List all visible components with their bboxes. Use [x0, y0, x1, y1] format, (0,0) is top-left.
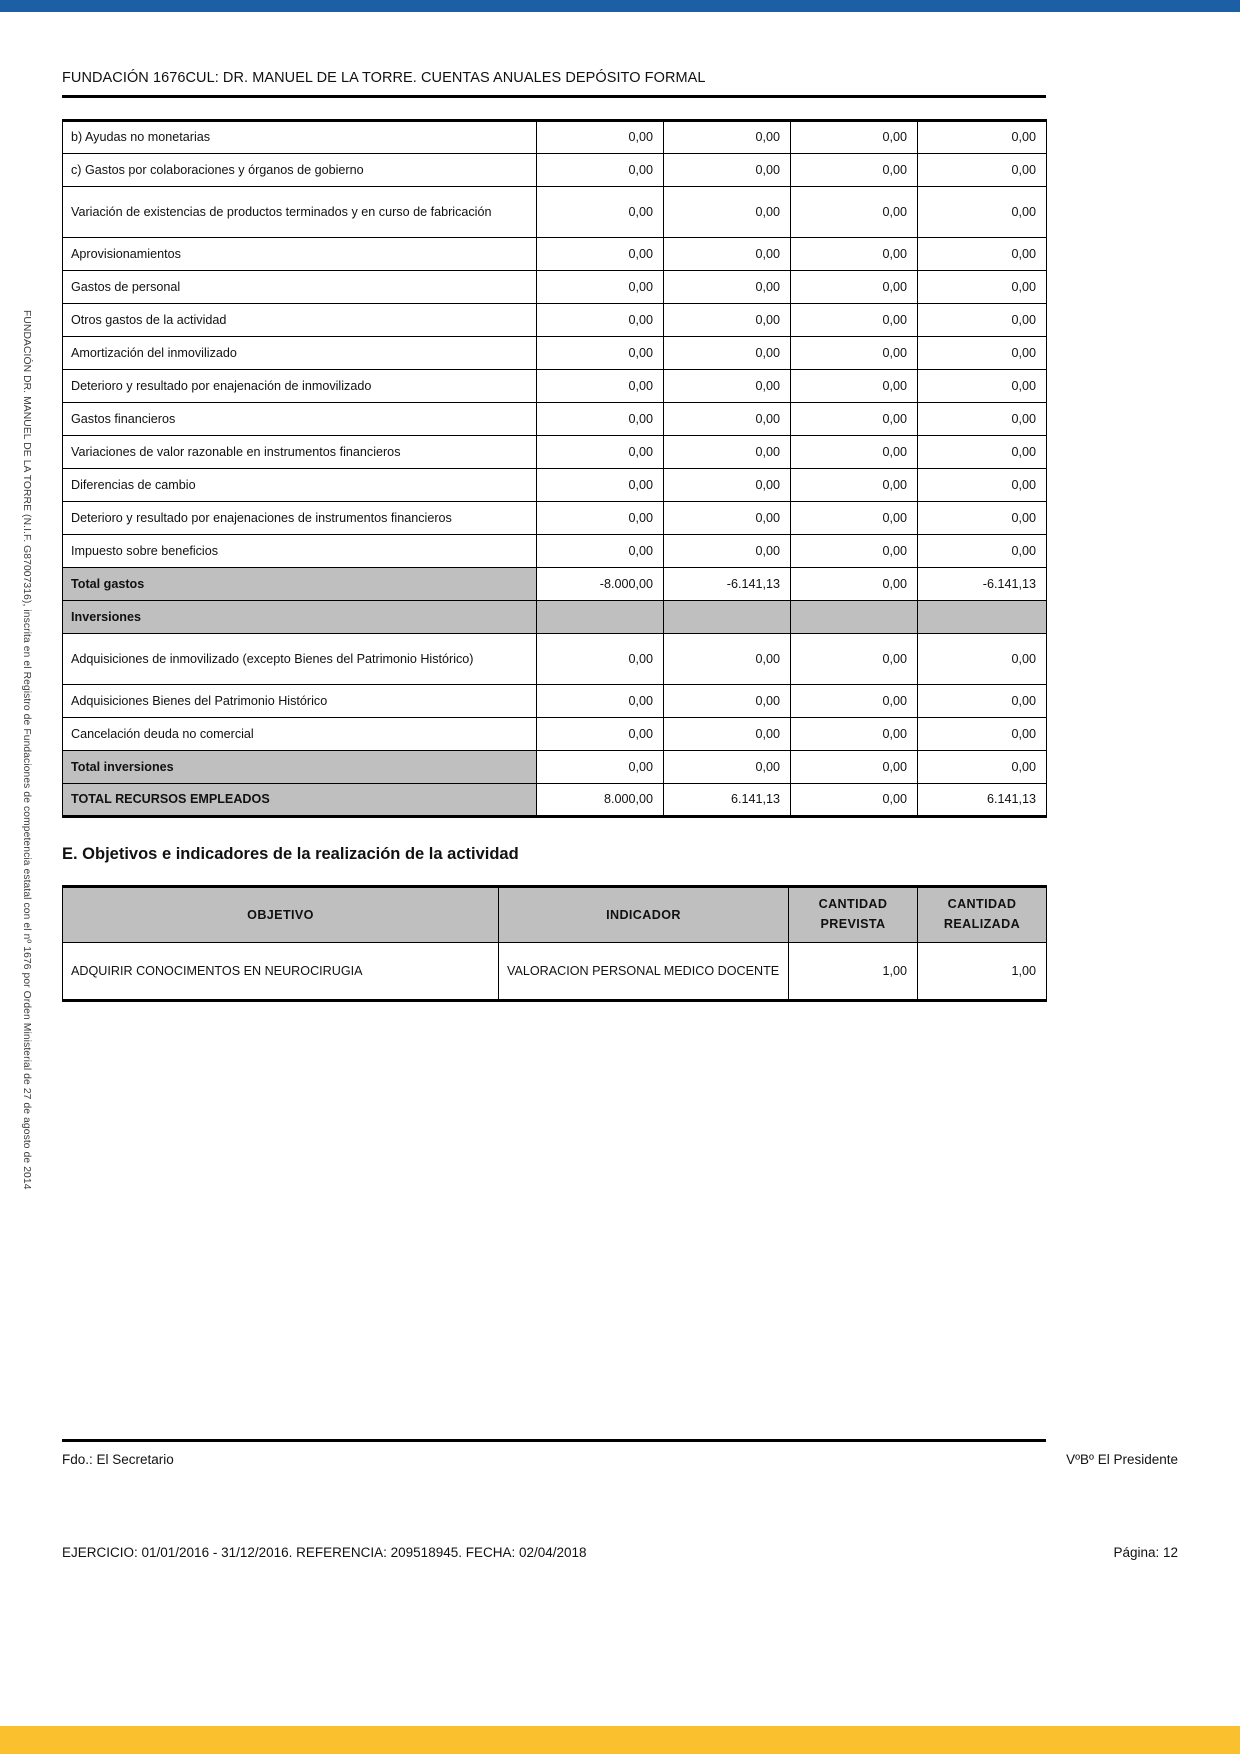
row-value: 0,00 — [791, 337, 918, 370]
row-value: 0,00 — [537, 370, 664, 403]
row-value: 0,00 — [918, 337, 1047, 370]
row-value: 0,00 — [791, 502, 918, 535]
row-label: Aprovisionamientos — [63, 238, 537, 271]
row-value: 0,00 — [537, 238, 664, 271]
row-value: 0,00 — [791, 154, 918, 187]
row-value: 0,00 — [537, 436, 664, 469]
row-value: 0,00 — [791, 718, 918, 751]
row-value: 0,00 — [664, 751, 791, 784]
header-cantidad-prevista-line2: PREVISTA — [820, 917, 886, 931]
row-value: 0,00 — [664, 154, 791, 187]
table-row — [63, 271, 1047, 304]
top-accent-bar — [0, 0, 1240, 12]
row-value: 0,00 — [918, 304, 1047, 337]
cell-indicador: VALORACION PERSONAL MEDICO DOCENTE — [499, 943, 789, 1001]
row-value: 0,00 — [918, 370, 1047, 403]
header-objetivo: OBJETIVO — [63, 887, 499, 943]
table-row — [63, 304, 1047, 337]
footer-page-number: Página: 12 — [1113, 1545, 1178, 1560]
row-label: Total gastos — [63, 568, 537, 601]
row-label: Deterioro y resultado por enajenaciones de instrumentos financieros — [63, 502, 537, 535]
row-label: Adquisiciones de inmovilizado (excepto Bienes del Patrimonio Histórico) — [63, 634, 537, 685]
signature-secretary: Fdo.: El Secretario — [62, 1452, 174, 1467]
bottom-accent-bar — [0, 1726, 1240, 1754]
table-row — [63, 568, 1047, 601]
row-label: Diferencias de cambio — [63, 469, 537, 502]
table-row — [63, 685, 1047, 718]
row-value: 0,00 — [537, 535, 664, 568]
table-row — [63, 469, 1047, 502]
table-row — [63, 121, 1047, 154]
table-row — [63, 187, 1047, 238]
row-value: 0,00 — [664, 535, 791, 568]
row-label: b) Ayudas no monetarias — [63, 121, 537, 154]
row-value: 0,00 — [537, 337, 664, 370]
table-row — [63, 601, 1047, 634]
objectives-header-row — [63, 887, 1047, 943]
cell-objetivo: ADQUIRIR CONOCIMENTOS EN NEUROCIRUGIA — [63, 943, 499, 1001]
row-label: Otros gastos de la actividad — [63, 304, 537, 337]
row-value: 0,00 — [791, 436, 918, 469]
row-value: 0,00 — [918, 718, 1047, 751]
row-value: 0,00 — [791, 469, 918, 502]
table-row — [63, 943, 1047, 1001]
signature-president: VºBº El Presidente — [1066, 1452, 1178, 1467]
row-value: 0,00 — [537, 634, 664, 685]
resources-table — [62, 119, 1047, 818]
row-label: Variaciones de valor razonable en instrumentos financieros — [63, 436, 537, 469]
table-row — [63, 718, 1047, 751]
row-value: 0,00 — [664, 187, 791, 238]
row-value: 0,00 — [791, 403, 918, 436]
row-value — [918, 601, 1047, 634]
header-cantidad-realizada — [918, 887, 1047, 943]
header-indicador: INDICADOR — [499, 887, 789, 943]
row-value: 0,00 — [537, 271, 664, 304]
row-value: 0,00 — [537, 121, 664, 154]
table-row — [63, 403, 1047, 436]
table-row — [63, 751, 1047, 784]
cell-cantidad-prevista: 1,00 — [789, 943, 918, 1001]
table-row — [63, 370, 1047, 403]
row-value: 0,00 — [918, 469, 1047, 502]
row-value: 0,00 — [664, 502, 791, 535]
section-e-heading: E. Objetivos e indicadores de la realización de la actividad — [62, 845, 519, 863]
header-cantidad-realizada-line1: CANTIDAD — [947, 897, 1017, 912]
row-value: 6.141,13 — [918, 784, 1047, 817]
row-value: -6.141,13 — [664, 568, 791, 601]
row-value: 0,00 — [791, 568, 918, 601]
table-row — [63, 337, 1047, 370]
row-value: 0,00 — [791, 685, 918, 718]
row-value: 0,00 — [664, 718, 791, 751]
row-value: 0,00 — [918, 187, 1047, 238]
row-label: Total inversiones — [63, 751, 537, 784]
table-row — [63, 784, 1047, 817]
row-value: 0,00 — [537, 187, 664, 238]
row-value: 0,00 — [664, 337, 791, 370]
table-row — [63, 634, 1047, 685]
table-row — [63, 535, 1047, 568]
row-value: 0,00 — [664, 403, 791, 436]
row-value: 0,00 — [537, 751, 664, 784]
title-divider — [62, 95, 1046, 98]
row-value: 0,00 — [791, 634, 918, 685]
row-label: Cancelación deuda no comercial — [63, 718, 537, 751]
row-value: 0,00 — [664, 436, 791, 469]
objectives-table-body — [63, 943, 1047, 1001]
row-value — [791, 601, 918, 634]
row-value: 0,00 — [791, 121, 918, 154]
row-value: 0,00 — [791, 751, 918, 784]
row-value: 0,00 — [664, 469, 791, 502]
footer-exercise-info: EJERCICIO: 01/01/2016 - 31/12/2016. REFERENCIA: 209518945. FECHA: 02/04/2018 — [62, 1545, 587, 1560]
header-cantidad-prevista — [789, 887, 918, 943]
row-value: 0,00 — [537, 502, 664, 535]
row-value: -8.000,00 — [537, 568, 664, 601]
row-label: Deterioro y resultado por enajenación de inmovilizado — [63, 370, 537, 403]
row-value: 0,00 — [918, 436, 1047, 469]
row-value: 0,00 — [537, 469, 664, 502]
row-value: 0,00 — [918, 685, 1047, 718]
table-row — [63, 436, 1047, 469]
table-row — [63, 238, 1047, 271]
row-label: Inversiones — [63, 601, 537, 634]
row-value: 0,00 — [918, 238, 1047, 271]
footer-divider — [62, 1439, 1046, 1442]
table-row — [63, 502, 1047, 535]
row-value: 0,00 — [537, 685, 664, 718]
row-value: 0,00 — [918, 502, 1047, 535]
row-label: Gastos de personal — [63, 271, 537, 304]
row-value: 0,00 — [918, 403, 1047, 436]
row-value: -6.141,13 — [918, 568, 1047, 601]
row-label: Amortización del inmovilizado — [63, 337, 537, 370]
row-value: 0,00 — [791, 784, 918, 817]
row-value: 0,00 — [918, 271, 1047, 304]
row-value: 0,00 — [918, 121, 1047, 154]
row-value: 0,00 — [537, 304, 664, 337]
row-value: 8.000,00 — [537, 784, 664, 817]
header-cantidad-realizada-line2: REALIZADA — [943, 917, 1021, 931]
side-legal-text: FUNDACIÓN DR. MANUEL DE LA TORRE (N.I.F. G87007316), inscrita en el Registro de Fundaciones de competencia estatal con el nº 1676 por Orden Ministerial de 27 de agosto de 2014 — [21, 310, 32, 1190]
row-value: 0,00 — [537, 718, 664, 751]
row-value: 0,00 — [791, 271, 918, 304]
row-value — [664, 601, 791, 634]
row-value: 0,00 — [791, 238, 918, 271]
page-content — [0, 12, 1240, 1726]
row-value: 0,00 — [918, 751, 1047, 784]
row-value: 6.141,13 — [664, 784, 791, 817]
row-label: Impuesto sobre beneficios — [63, 535, 537, 568]
cell-cantidad-realizada: 1,00 — [918, 943, 1047, 1001]
row-value: 0,00 — [918, 154, 1047, 187]
row-label: TOTAL RECURSOS EMPLEADOS — [63, 784, 537, 817]
page-title: FUNDACIÓN 1676CUL: DR. MANUEL DE LA TORRE. CUENTAS ANUALES DEPÓSITO FORMAL — [62, 70, 706, 86]
row-value: 0,00 — [537, 154, 664, 187]
row-value: 0,00 — [918, 535, 1047, 568]
row-label: Gastos financieros — [63, 403, 537, 436]
row-value: 0,00 — [918, 634, 1047, 685]
row-label: c) Gastos por colaboraciones y órganos de gobierno — [63, 154, 537, 187]
row-value: 0,00 — [664, 685, 791, 718]
row-label: Variación de existencias de productos terminados y en curso de fabricación — [63, 187, 537, 238]
row-value: 0,00 — [791, 304, 918, 337]
table-row — [63, 154, 1047, 187]
row-value: 0,00 — [791, 535, 918, 568]
row-value: 0,00 — [664, 634, 791, 685]
row-value: 0,00 — [664, 271, 791, 304]
resources-table-body — [63, 121, 1047, 817]
row-value: 0,00 — [791, 370, 918, 403]
row-label: Adquisiciones Bienes del Patrimonio Histórico — [63, 685, 537, 718]
row-value: 0,00 — [537, 403, 664, 436]
objectives-table — [62, 885, 1047, 1002]
row-value: 0,00 — [664, 304, 791, 337]
row-value: 0,00 — [664, 370, 791, 403]
row-value: 0,00 — [664, 238, 791, 271]
row-value: 0,00 — [664, 121, 791, 154]
row-value: 0,00 — [791, 187, 918, 238]
row-value — [537, 601, 664, 634]
header-cantidad-prevista-line1: CANTIDAD — [818, 897, 888, 912]
